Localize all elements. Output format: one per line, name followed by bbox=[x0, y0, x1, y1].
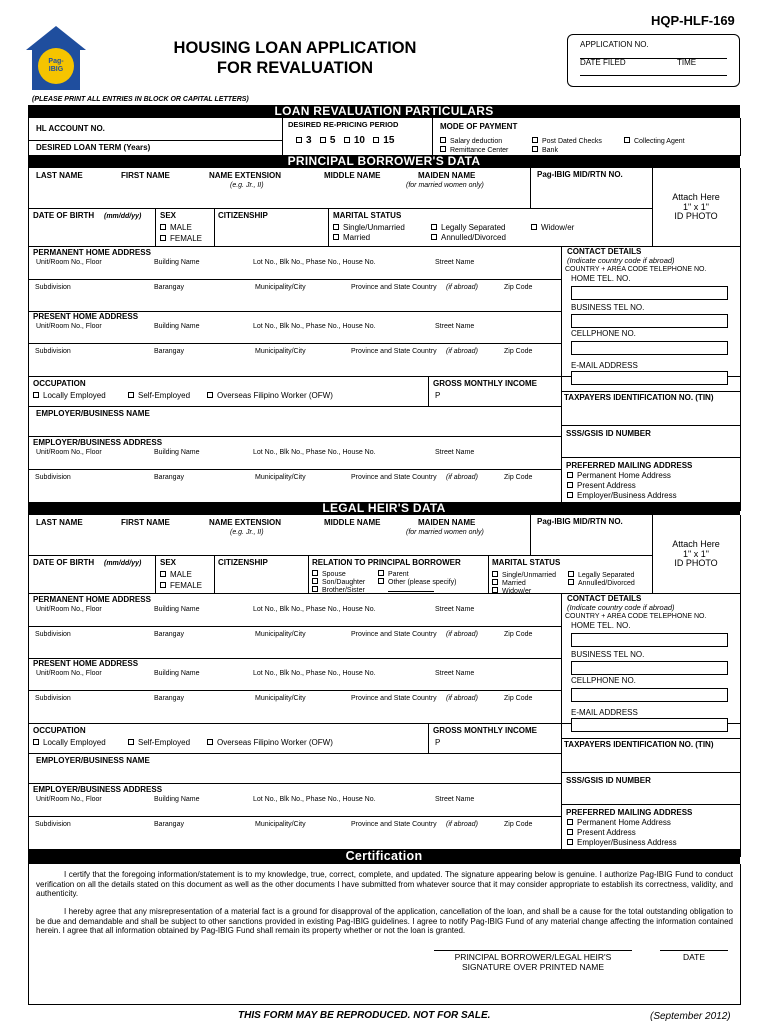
sec0-sex-male[interactable]: MALE bbox=[160, 224, 192, 232]
sec1-mailing-present[interactable]: Present Address bbox=[567, 829, 636, 837]
sec1-dob-hint: (mm/dd/yy) bbox=[104, 560, 142, 567]
hl-account-label: HL ACCOUNT NO. bbox=[36, 124, 105, 133]
sec0-pres-addr-subdivision: Subdivision bbox=[35, 348, 71, 355]
sec0-pres-addr-zip: Zip Code bbox=[504, 348, 533, 355]
sec1-first-name-label: FIRST NAME bbox=[121, 518, 170, 527]
sec1-emp-addr-field: Building Name bbox=[154, 796, 200, 803]
sec1-relation-option[interactable]: Brother/Sister bbox=[312, 586, 365, 594]
sec1-occ-local[interactable]: Locally Employed bbox=[33, 739, 106, 747]
sec1-emp-addr-field: Street Name bbox=[435, 796, 475, 803]
sec1-middle-name-label: MIDDLE NAME bbox=[324, 518, 381, 527]
sec0-pres-addr-field: Street Name bbox=[435, 323, 475, 330]
form-title-line1: HOUSING LOAN APPLICATION bbox=[173, 39, 417, 57]
sec0-name-ext-hint: (e.g. Jr., II) bbox=[230, 182, 264, 189]
repricing-label: DESIRED RE-PRICING PERIOD bbox=[288, 120, 399, 129]
sec0-mailing-permanent[interactable]: Permanent Home Address bbox=[567, 472, 671, 480]
sec1-maiden-name-label: MAIDEN NAME bbox=[418, 518, 476, 527]
sec0-perm-addr-label: PERMANENT HOME ADDRESS bbox=[33, 248, 151, 257]
sec0-mailing-label: PREFERRED MAILING ADDRESS bbox=[566, 461, 693, 470]
sec0-email-label: E-MAIL ADDRESS bbox=[571, 361, 638, 370]
sec0-marital-separated[interactable]: Legally Separated bbox=[431, 224, 506, 232]
sec0-marital-single[interactable]: Single/Unmarried bbox=[333, 224, 405, 232]
sec0-employer-label: EMPLOYER/BUSINESS NAME bbox=[36, 409, 150, 418]
mode-salary[interactable]: Salary deduction bbox=[440, 137, 502, 145]
sec0-first-name-label: FIRST NAME bbox=[121, 171, 170, 180]
sec0-mid-no-label: Pag-IBIG MID/RTN NO. bbox=[537, 170, 623, 179]
svg-text:Pag-: Pag- bbox=[48, 58, 64, 65]
sec0-pres-addr-province: Province and State Country bbox=[351, 348, 437, 355]
mode-pdc[interactable]: Post Dated Checks bbox=[532, 137, 602, 145]
sec1-relation-option[interactable]: Son/Daughter bbox=[312, 578, 365, 586]
sec1-business-tel-input[interactable] bbox=[571, 661, 728, 675]
sec0-dob-label: DATE OF BIRTH bbox=[33, 211, 95, 220]
sec1-sex-male[interactable]: MALE bbox=[160, 571, 192, 579]
sec0-marital-label: MARITAL STATUS bbox=[333, 211, 402, 220]
sec1-perm-addr-province: Province and State Country bbox=[351, 631, 437, 638]
sec1-contact-hint2: COUNTRY + AREA CODE TELEPHONE NO. bbox=[565, 613, 707, 620]
repricing-options[interactable]: 3 5 10 15 bbox=[296, 136, 394, 146]
sec1-emp-addr-label: EMPLOYER/BUSINESS ADDRESS bbox=[33, 785, 163, 794]
sec1-emp-addr-barangay: Barangay bbox=[154, 821, 184, 828]
sec0-business-tel-label: BUSINESS TEL NO. bbox=[571, 303, 645, 312]
sec1-mid-no-label: Pag-IBIG MID/RTN NO. bbox=[537, 517, 623, 526]
sec1-perm-addr-field: Building Name bbox=[154, 606, 200, 613]
sec0-perm-addr-subdivision: Subdivision bbox=[35, 284, 71, 291]
sec1-marital-option[interactable]: Legally Separated bbox=[568, 571, 634, 579]
sec1-citizenship-label: CITIZENSHIP bbox=[218, 558, 268, 567]
sec0-occ-ofw[interactable]: Overseas Filipino Worker (OFW) bbox=[207, 392, 333, 400]
sec1-occupation-label: OCCUPATION bbox=[33, 726, 86, 735]
sec0-emp-addr-abroad: (if abroad) bbox=[446, 474, 478, 481]
sec0-emp-addr-subdivision: Subdivision bbox=[35, 474, 71, 481]
sec0-emp-addr-city: Municipality/City bbox=[255, 474, 306, 481]
mode-collecting-agent[interactable]: Collecting Agent bbox=[624, 137, 685, 145]
sec0-emp-addr-field: Building Name bbox=[154, 449, 200, 456]
mode-bank[interactable]: Bank bbox=[532, 146, 558, 154]
sec0-last-name-label: LAST NAME bbox=[36, 171, 83, 180]
sec0-sex-female[interactable]: FEMALE bbox=[160, 235, 202, 243]
sec0-mailing-employer[interactable]: Employer/Business Address bbox=[567, 492, 677, 500]
sec1-perm-addr-field: Unit/Room No., Floor bbox=[36, 606, 102, 613]
sec0-emp-addr-field: Lot No., Blk No., Phase No., House No. bbox=[253, 449, 376, 456]
sec0-middle-name-label: MIDDLE NAME bbox=[324, 171, 381, 180]
sec0-name-ext-label: NAME EXTENSION bbox=[209, 171, 282, 180]
sec1-relation-label: RELATION TO PRINCIPAL BORROWER bbox=[312, 558, 461, 567]
sec0-tin-label: TAXPAYERS IDENTIFICATION NO. (TIN) bbox=[564, 393, 714, 402]
sec1-email-label: E-MAIL ADDRESS bbox=[571, 708, 638, 717]
sec0-emp-addr-label: EMPLOYER/BUSINESS ADDRESS bbox=[33, 438, 163, 447]
sec1-business-tel-label: BUSINESS TEL NO. bbox=[571, 650, 645, 659]
sec0-perm-addr-province: Province and State Country bbox=[351, 284, 437, 291]
sec1-pres-addr-city: Municipality/City bbox=[255, 695, 306, 702]
sec0-section-bar: PRINCIPAL BORROWER'S DATA bbox=[28, 155, 740, 168]
sec1-name-ext-hint: (e.g. Jr., II) bbox=[230, 529, 264, 536]
sec1-marital-label: MARITAL STATUS bbox=[492, 558, 561, 567]
form-code: HQP-HLF-169 bbox=[651, 13, 735, 28]
sec0-pres-addr-label: PRESENT HOME ADDRESS bbox=[33, 312, 139, 321]
sec1-pres-addr-field: Lot No., Blk No., Phase No., House No. bbox=[253, 670, 376, 677]
sec1-gross-income-label: GROSS MONTHLY INCOME bbox=[433, 726, 538, 735]
svg-text:IBIG: IBIG bbox=[48, 66, 64, 73]
sec0-marital-annulled[interactable]: Annulled/Divorced bbox=[431, 234, 506, 242]
sec1-photo-line1: Attach Here bbox=[672, 539, 720, 549]
sec1-contact-hint: (Indicate country code if abroad) bbox=[567, 603, 675, 612]
sec1-contact-label: CONTACT DETAILS bbox=[567, 594, 642, 603]
sec0-contact-label: CONTACT DETAILS bbox=[567, 247, 642, 256]
sec1-peso-sign: P bbox=[435, 738, 441, 747]
sec1-pres-addr-field: Unit/Room No., Floor bbox=[36, 670, 102, 677]
date-label: DATE bbox=[682, 952, 706, 962]
sec1-emp-addr-field: Unit/Room No., Floor bbox=[36, 796, 102, 803]
sec0-pres-addr-field: Unit/Room No., Floor bbox=[36, 323, 102, 330]
sec1-occ-ofw[interactable]: Overseas Filipino Worker (OFW) bbox=[207, 739, 333, 747]
sec0-pres-addr-abroad: (if abroad) bbox=[446, 348, 478, 355]
sec1-dob-label: DATE OF BIRTH bbox=[33, 558, 95, 567]
sec0-perm-addr-field: Unit/Room No., Floor bbox=[36, 259, 102, 266]
sec1-tin-label: TAXPAYERS IDENTIFICATION NO. (TIN) bbox=[564, 740, 714, 749]
mode-of-payment-label: MODE OF PAYMENT bbox=[440, 122, 518, 131]
sec1-pres-addr-abroad: (if abroad) bbox=[446, 695, 478, 702]
sec0-perm-addr-abroad: (if abroad) bbox=[446, 284, 478, 291]
sec0-perm-addr-field: Lot No., Blk No., Phase No., House No. bbox=[253, 259, 376, 266]
sec1-pres-addr-label: PRESENT HOME ADDRESS bbox=[33, 659, 139, 668]
sec0-maiden-hint: (for married women only) bbox=[406, 182, 484, 189]
sec1-perm-addr-field: Street Name bbox=[435, 606, 475, 613]
sec1-marital-option[interactable]: Married bbox=[492, 579, 526, 587]
sec0-emp-addr-field: Unit/Room No., Floor bbox=[36, 449, 102, 456]
sec1-emp-addr-city: Municipality/City bbox=[255, 821, 306, 828]
sec1-mailing-employer[interactable]: Employer/Business Address bbox=[567, 839, 677, 847]
sec0-perm-addr-zip: Zip Code bbox=[504, 284, 533, 291]
sec1-marital-option[interactable]: Single/Unmarried bbox=[492, 571, 556, 579]
sec0-contact-hint2: COUNTRY + AREA CODE TELEPHONE NO. bbox=[565, 266, 707, 273]
desired-term-label: DESIRED LOAN TERM (Years) bbox=[36, 143, 151, 152]
sec1-home-tel-label: HOME TEL. NO. bbox=[571, 621, 631, 630]
sec1-perm-addr-abroad: (if abroad) bbox=[446, 631, 478, 638]
sec0-peso-sign: P bbox=[435, 391, 441, 400]
sec1-emp-addr-subdivision: Subdivision bbox=[35, 821, 71, 828]
sec0-emp-addr-field: Street Name bbox=[435, 449, 475, 456]
sec0-emp-addr-province: Province and State Country bbox=[351, 474, 437, 481]
sec0-perm-addr-city: Municipality/City bbox=[255, 284, 306, 291]
signature-label-1: PRINCIPAL BORROWER/LEGAL HEIR'S bbox=[454, 952, 612, 962]
sec1-photo-line2: 1" x 1" bbox=[683, 549, 709, 559]
form-title-line2: FOR REVALUATION bbox=[216, 59, 374, 77]
sec1-relation-option[interactable]: Parent bbox=[378, 570, 409, 578]
sec0-perm-addr-field: Street Name bbox=[435, 259, 475, 266]
sec1-pres-addr-field: Street Name bbox=[435, 670, 475, 677]
sec1-mailing-label: PREFERRED MAILING ADDRESS bbox=[566, 808, 693, 817]
form-edition: (September 2012) bbox=[650, 1011, 731, 1022]
sec1-maiden-hint: (for married women only) bbox=[406, 529, 484, 536]
sec1-pres-addr-subdivision: Subdivision bbox=[35, 695, 71, 702]
sec1-perm-addr-zip: Zip Code bbox=[504, 631, 533, 638]
sec0-mailing-present[interactable]: Present Address bbox=[567, 482, 636, 490]
sec0-home-tel-label: HOME TEL. NO. bbox=[571, 274, 631, 283]
sec1-name-ext-label: NAME EXTENSION bbox=[209, 518, 282, 527]
sec0-contact-hint: (Indicate country code if abroad) bbox=[567, 256, 675, 265]
certification-paragraph-1: I certify that the foregoing information/statement is to my knowledge, true, correct, complete, and updated. The signature appearing below is genuine. I authorize Pag-IBIG Fund to conduct verification on all the details stated on this document as well as the other documents I have submitted from whatever source that it may consider appropriate to establish its correctness, validity, and authenticity. bbox=[36, 870, 733, 899]
instruction-text: (PLEASE PRINT ALL ENTRIES IN BLOCK OR CAPITAL LETTERS) bbox=[32, 96, 249, 103]
sec1-perm-addr-label: PERMANENT HOME ADDRESS bbox=[33, 595, 151, 604]
sec1-cellphone-label: CELLPHONE NO. bbox=[571, 676, 636, 685]
sec1-occ-self[interactable]: Self-Employed bbox=[128, 739, 190, 747]
sec1-sss-label: SSS/GSIS ID NUMBER bbox=[566, 776, 651, 785]
certification-bar: Certification bbox=[28, 849, 740, 864]
sec1-section-bar: LEGAL HEIR'S DATA bbox=[28, 502, 740, 515]
sec0-sss-label: SSS/GSIS ID NUMBER bbox=[566, 429, 651, 438]
sec1-email-input[interactable] bbox=[571, 718, 728, 732]
sec0-perm-addr-barangay: Barangay bbox=[154, 284, 184, 291]
sec0-dob-hint: (mm/dd/yy) bbox=[104, 213, 142, 220]
certification-paragraph-2: I hereby agree that any misrepresentation of a material fact is a ground for disapproval of the application, cancellation of the loan, and shall be a cause for the total outstanding obligation to be due and demandable and shall be subject to other sanctions provided in existing Pag-IBIG guidelines. I agree to notify Pag-IBIG Fund of any material change affecting the information contained herein. I agree that all information obtained by Pag-IBIG Fund shall remain its property whether or not the loan is granted. bbox=[36, 907, 733, 936]
sec0-pres-addr-field: Lot No., Blk No., Phase No., House No. bbox=[253, 323, 376, 330]
sec0-occ-local[interactable]: Locally Employed bbox=[33, 392, 106, 400]
sec0-marital-widow[interactable]: Widow/er bbox=[531, 224, 574, 232]
sec0-photo-line1: Attach Here bbox=[672, 192, 720, 202]
sec0-emp-addr-barangay: Barangay bbox=[154, 474, 184, 481]
reproduction-note: THIS FORM MAY BE REPRODUCED. NOT FOR SALE. bbox=[238, 1010, 491, 1021]
sec1-relation-option[interactable]: Spouse bbox=[312, 570, 346, 578]
sec1-pres-addr-province: Province and State Country bbox=[351, 695, 437, 702]
sec1-pres-addr-zip: Zip Code bbox=[504, 695, 533, 702]
sec0-pres-addr-field: Building Name bbox=[154, 323, 200, 330]
sec0-sex-label: SEX bbox=[160, 211, 177, 220]
sec0-occupation-label: OCCUPATION bbox=[33, 379, 86, 388]
sec1-emp-addr-abroad: (if abroad) bbox=[446, 821, 478, 828]
sec0-photo-line3: ID PHOTO bbox=[674, 211, 718, 221]
time-label: TIME bbox=[677, 58, 697, 67]
sec1-emp-addr-province: Province and State Country bbox=[351, 821, 437, 828]
signature-label-2: SIGNATURE OVER PRINTED NAME bbox=[462, 962, 604, 972]
sec0-citizenship-label: CITIZENSHIP bbox=[218, 211, 268, 220]
sec1-emp-addr-zip: Zip Code bbox=[504, 821, 533, 828]
sec0-perm-addr-field: Building Name bbox=[154, 259, 200, 266]
sec1-last-name-label: LAST NAME bbox=[36, 518, 83, 527]
sec1-photo-line3: ID PHOTO bbox=[674, 558, 718, 568]
mode-remittance[interactable]: Remittance Center bbox=[440, 146, 508, 154]
sec0-pres-addr-barangay: Barangay bbox=[154, 348, 184, 355]
sec1-perm-addr-barangay: Barangay bbox=[154, 631, 184, 638]
loan-section-bar: LOAN REVALUATION PARTICULARS bbox=[28, 105, 740, 118]
sec0-marital-married[interactable]: Married bbox=[333, 234, 370, 242]
sec0-photo-line2: 1" x 1" bbox=[683, 202, 709, 212]
sec0-maiden-name-label: MAIDEN NAME bbox=[418, 171, 476, 180]
sec1-perm-addr-subdivision: Subdivision bbox=[35, 631, 71, 638]
sec0-gross-income-label: GROSS MONTHLY INCOME bbox=[433, 379, 538, 388]
sec1-emp-addr-field: Lot No., Blk No., Phase No., House No. bbox=[253, 796, 376, 803]
sec1-employer-label: EMPLOYER/BUSINESS NAME bbox=[36, 756, 150, 765]
sec1-sex-label: SEX bbox=[160, 558, 177, 567]
sec1-cellphone-input[interactable] bbox=[571, 688, 728, 702]
sec1-mailing-permanent[interactable]: Permanent Home Address bbox=[567, 819, 671, 827]
sec0-emp-addr-zip: Zip Code bbox=[504, 474, 533, 481]
sec1-pres-addr-barangay: Barangay bbox=[154, 695, 184, 702]
sec1-marital-option[interactable]: Annulled/Divorced bbox=[568, 579, 635, 587]
sec1-sex-female[interactable]: FEMALE bbox=[160, 582, 202, 590]
sec1-perm-addr-city: Municipality/City bbox=[255, 631, 306, 638]
sec1-perm-addr-field: Lot No., Blk No., Phase No., House No. bbox=[253, 606, 376, 613]
date-filed-label: DATE FILED bbox=[580, 58, 626, 67]
sec1-relation-option[interactable]: Other (please specify) bbox=[378, 578, 456, 586]
application-no-label: APPLICATION NO. bbox=[580, 40, 649, 49]
sec1-pres-addr-field: Building Name bbox=[154, 670, 200, 677]
sec0-cellphone-label: CELLPHONE NO. bbox=[571, 329, 636, 338]
sec0-pres-addr-city: Municipality/City bbox=[255, 348, 306, 355]
sec0-occ-self[interactable]: Self-Employed bbox=[128, 392, 190, 400]
sec1-marital-option[interactable]: Widow/er bbox=[492, 587, 531, 595]
sec1-home-tel-input[interactable] bbox=[571, 633, 728, 647]
